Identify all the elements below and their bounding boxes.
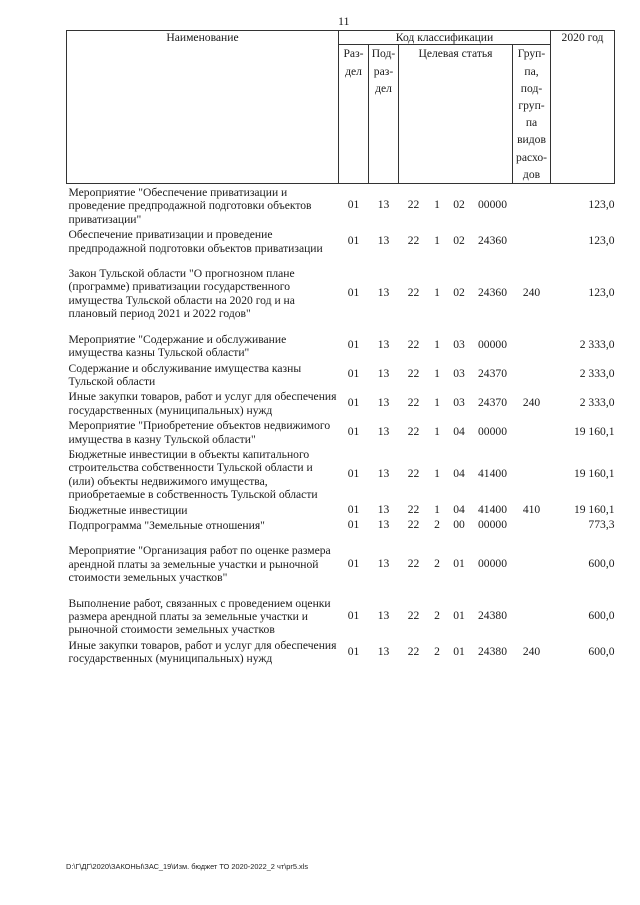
row-expense-group	[513, 226, 551, 265]
row-section: 01	[347, 644, 360, 658]
row-expense-group	[513, 417, 551, 446]
row-expense-group	[513, 542, 551, 594]
row-target-subprogram: 1	[434, 233, 440, 247]
row-section: 01	[347, 556, 360, 570]
table-row	[67, 595, 615, 637]
row-target-event: 01	[453, 556, 465, 570]
row-name: Мероприятие "Обеспечение приватизации и проведение предпродажной подготовки объектов приватизации"	[68, 186, 312, 226]
row-subsection: 13	[377, 396, 390, 410]
row-section: 01	[347, 233, 360, 247]
row-expense-group	[513, 446, 551, 502]
row-section: 01	[347, 502, 360, 516]
row-target-subprogram: 1	[434, 338, 440, 352]
row-section: 01	[347, 424, 360, 438]
row-name: Бюджетные инвестиции	[68, 503, 188, 517]
row-amount: 123,0	[588, 286, 615, 300]
row-target-subprogram: 1	[434, 424, 440, 438]
row-target-subprogram: 2	[434, 644, 440, 658]
row-name: Закон Тульской области "О прогнозном плане (программе) приватизации государственного имущества Тульской области на 2020 год и на плановый период 2021 и 2022 годов"	[68, 267, 295, 321]
row-expense-group	[513, 595, 551, 637]
row-target-event: 02	[453, 286, 465, 300]
table-row	[67, 637, 615, 666]
row-subsection: 13	[377, 467, 390, 481]
row-target-direction: 24360	[478, 286, 507, 300]
row-name: Подпрограмма "Земельные отношения"	[68, 518, 265, 532]
row-target-event: 01	[453, 644, 465, 658]
row-subsection: 13	[377, 424, 390, 438]
row-section: 01	[347, 198, 360, 212]
row-subsection: 13	[377, 338, 390, 352]
header-target-article: Целевая статья	[399, 45, 513, 184]
row-amount: 600,0	[588, 609, 615, 622]
header-section: Раз- дел	[339, 45, 369, 184]
row-target-program: 22	[407, 396, 420, 410]
row-name: Мероприятие "Приобретение объектов недвижимого имущества в казну Тульской области"	[68, 419, 331, 446]
table-row	[67, 502, 615, 517]
row-target-subprogram: 1	[434, 467, 440, 481]
row-section: 01	[347, 517, 360, 531]
file-path-footer: D:\Г\ДГ\2020\ЗАКОНЫ\ЗАС_19\Изм. бюджет ТО 2020-2022_2 чт\pr5.xls	[66, 862, 309, 871]
row-name: Иные закупки товаров, работ и услуг для обеспечения государственных (муниципальных) нужд	[68, 638, 337, 666]
row-amount: 773,3	[588, 517, 615, 531]
row-target-direction: 00000	[478, 338, 507, 352]
row-subsection: 13	[377, 286, 390, 300]
row-target-subprogram: 2	[434, 517, 440, 531]
row-amount: 2 333,0	[579, 396, 615, 410]
row-section: 01	[347, 367, 360, 381]
row-amount: 19 160,1	[573, 467, 615, 481]
table-row	[67, 184, 615, 227]
row-expense-group	[513, 331, 551, 360]
row-expense-group: 240	[522, 396, 541, 410]
row-subsection: 13	[377, 367, 390, 381]
row-amount: 123,0	[588, 198, 615, 212]
row-target-event: 04	[453, 502, 465, 516]
row-subsection: 13	[377, 644, 390, 658]
row-amount: 2 333,0	[579, 338, 615, 352]
table-row	[67, 388, 615, 417]
row-target-program: 22	[407, 609, 420, 622]
row-section: 01	[347, 286, 360, 300]
row-target-subprogram: 2	[434, 556, 440, 570]
row-amount: 600,0	[588, 644, 615, 658]
row-target-subprogram: 2	[434, 609, 440, 622]
row-subsection: 13	[377, 556, 390, 570]
header-name: Наименование	[67, 31, 339, 184]
row-section: 01	[347, 467, 360, 481]
row-target-subprogram: 1	[434, 502, 440, 516]
row-target-subprogram: 1	[434, 396, 440, 410]
row-target-direction: 24380	[478, 644, 507, 658]
row-target-event: 00	[453, 517, 465, 531]
row-target-direction: 00000	[478, 198, 507, 212]
row-target-program: 22	[407, 424, 420, 438]
row-expense-group: 240	[522, 286, 541, 300]
row-subsection: 13	[377, 198, 390, 212]
row-expense-group	[513, 184, 551, 227]
row-section: 01	[347, 396, 360, 410]
row-section: 01	[347, 609, 360, 622]
row-target-program: 22	[407, 517, 420, 531]
table-row	[67, 542, 615, 594]
header-classification: Код классификации	[339, 31, 551, 45]
row-expense-group: 410	[522, 502, 541, 516]
row-section: 01	[347, 338, 360, 352]
row-target-event: 01	[453, 609, 465, 622]
row-expense-group	[513, 517, 551, 542]
row-amount: 19 160,1	[573, 502, 615, 516]
row-target-program: 22	[407, 233, 420, 247]
row-expense-group	[513, 360, 551, 389]
row-target-subprogram: 1	[434, 367, 440, 381]
row-target-direction: 00000	[478, 556, 507, 570]
row-expense-group: 240	[522, 644, 541, 658]
row-name: Мероприятие "Содержание и обслуживание имущества казны Тульской области"	[68, 332, 287, 360]
row-target-direction: 00000	[478, 424, 507, 438]
table-row	[67, 360, 615, 389]
row-target-direction: 24360	[478, 233, 507, 247]
row-target-program: 22	[407, 644, 420, 658]
row-amount: 19 160,1	[573, 424, 615, 438]
table-row	[67, 446, 615, 502]
row-subsection: 13	[377, 233, 390, 247]
table-header	[67, 31, 615, 184]
row-name: Иные закупки товаров, работ и услуг для обеспечения государственных (муниципальных) нужд	[68, 390, 337, 417]
header-subsection: Под- раз- дел	[369, 45, 399, 184]
row-target-direction: 24370	[478, 367, 507, 381]
row-target-direction: 41400	[478, 467, 507, 481]
header-expense-group: Груп- па, под- груп- па видов расхо- дов	[513, 45, 551, 184]
row-target-event: 02	[453, 233, 465, 247]
table-row	[67, 517, 615, 542]
table-row	[67, 226, 615, 265]
table-body	[67, 184, 615, 666]
row-amount: 2 333,0	[579, 367, 615, 381]
row-target-program: 22	[407, 467, 420, 481]
table-row	[67, 417, 615, 446]
row-target-event: 04	[453, 424, 465, 438]
row-target-event: 03	[453, 367, 465, 381]
row-target-direction: 00000	[478, 517, 507, 531]
row-target-program: 22	[407, 198, 420, 212]
table-row	[67, 331, 615, 360]
row-subsection: 13	[377, 517, 390, 531]
row-target-event: 03	[453, 396, 465, 410]
header-year: 2020 год	[551, 31, 615, 184]
row-target-program: 22	[407, 556, 420, 570]
row-target-direction: 24380	[478, 609, 507, 622]
table-row	[67, 265, 615, 331]
page-number: 11	[338, 14, 350, 28]
row-target-direction: 41400	[478, 502, 507, 516]
row-target-program: 22	[407, 338, 420, 352]
row-subsection: 13	[377, 609, 390, 622]
row-target-event: 04	[453, 467, 465, 481]
row-target-direction: 24370	[478, 396, 507, 410]
row-amount: 600,0	[588, 556, 615, 570]
row-name: Содержание и обслуживание имущества казны Тульской области	[68, 361, 302, 388]
row-target-event: 03	[453, 338, 465, 352]
row-target-subprogram: 1	[434, 198, 440, 212]
row-target-event: 02	[453, 198, 465, 212]
row-target-program: 22	[407, 286, 420, 300]
row-subsection: 13	[377, 502, 390, 516]
row-name: Обеспечение приватизации и проведение предпродажной подготовки объектов приватизации	[68, 228, 323, 255]
row-name: Бюджетные инвестиции в объекты капитального строительства собственности Тульской области и (или) объекты недвижимого имущества, приобретаемые в собственность Тульской области	[68, 447, 318, 502]
row-name: Выполнение работ, связанных с проведением оценки размера арендной платы за земельные участки и рыночной стоимости земельных участков	[68, 596, 331, 637]
row-name: Мероприятие "Организация работ по оценке размера арендной платы за земельные участки и рыночной стоимости земельных участков"	[68, 544, 331, 585]
budget-table	[66, 30, 615, 666]
row-amount: 123,0	[588, 233, 615, 247]
row-target-program: 22	[407, 502, 420, 516]
row-target-subprogram: 1	[434, 286, 440, 300]
row-target-program: 22	[407, 367, 420, 381]
